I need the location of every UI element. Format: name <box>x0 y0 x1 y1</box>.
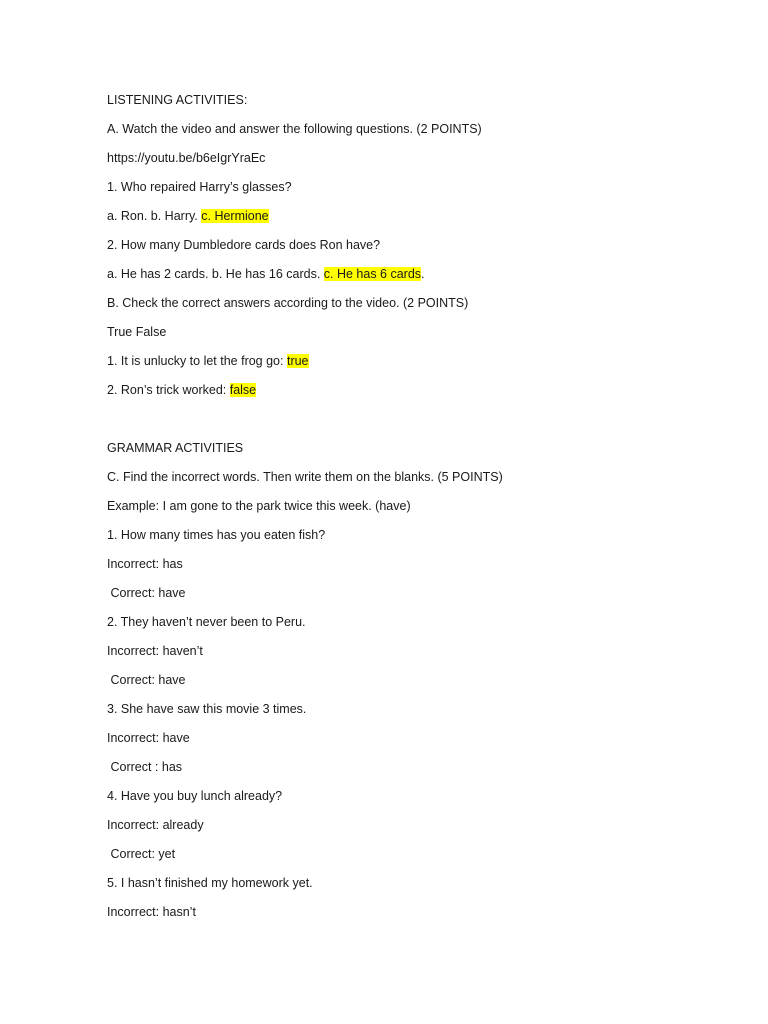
question-2-options <box>107 264 727 293</box>
true-false-header: True False <box>107 325 167 339</box>
grammar-item-3-incorrect: Incorrect: have <box>107 731 190 745</box>
grammar-item-1-incorrect: Incorrect: has <box>107 557 183 571</box>
question-1: 1. Who repaired Harry’s glasses? <box>107 180 292 194</box>
document-body <box>107 90 727 931</box>
true-false-item-1 <box>107 351 727 380</box>
grammar-item-4-incorrect: Incorrect: already <box>107 818 204 832</box>
true-false-item-2-answer: false <box>229 383 257 397</box>
grammar-item-2-correct: Correct: have <box>107 673 186 687</box>
question-1-highlighted-answer: c. Hermione <box>201 209 269 223</box>
listening-heading: LISTENING ACTIVITIES: <box>107 93 248 107</box>
grammar-example: Example: I am gone to the park twice this week. (have) <box>107 499 411 513</box>
grammar-item-3-sentence: 3. She have saw this movie 3 times. <box>107 702 307 716</box>
grammar-item-4-correct: Correct: yet <box>107 847 176 861</box>
true-false-item-1-answer: true <box>286 354 309 368</box>
true-false-item-1-statement: 1. It is unlucky to let the frog go: <box>107 354 287 368</box>
grammar-item-1-correct: Correct: have <box>107 586 186 600</box>
grammar-heading: GRAMMAR ACTIVITIES <box>107 441 244 455</box>
section-b-instruction: B. Check the correct answers according to the video. (2 POINTS) <box>107 296 469 310</box>
grammar-item-5-incorrect: Incorrect: hasn’t <box>107 905 196 919</box>
question-2: 2. How many Dumbledore cards does Ron have? <box>107 238 381 252</box>
grammar-item-4-sentence: 4. Have you buy lunch already? <box>107 789 283 803</box>
section-a-instruction: A. Watch the video and answer the following questions. (2 POINTS) <box>107 122 482 136</box>
true-false-item-2-statement: 2. Ron’s trick worked: <box>107 383 230 397</box>
grammar-item-2-incorrect: Incorrect: haven’t <box>107 644 203 658</box>
question-2-options-text: a. He has 2 cards. b. He has 16 cards. <box>107 267 324 281</box>
video-link[interactable]: https://youtu.be/b6eIgrYraEc <box>107 151 266 165</box>
section-c-instruction: C. Find the incorrect words. Then write them on the blanks. (5 POINTS) <box>107 470 503 484</box>
true-false-item-2 <box>107 380 727 438</box>
grammar-item-2-sentence: 2. They haven’t never been to Peru. <box>107 615 306 629</box>
grammar-item-5-sentence: 5. I hasn’t finished my homework yet. <box>107 876 313 890</box>
question-2-highlighted-answer: c. He has 6 cards <box>323 267 422 281</box>
question-2-tail: . <box>421 267 425 281</box>
grammar-item-3-correct: Correct : has <box>107 760 183 774</box>
question-1-options <box>107 206 727 235</box>
question-1-options-text: a. Ron. b. Harry. <box>107 209 202 223</box>
grammar-item-1-sentence: 1. How many times has you eaten fish? <box>107 528 326 542</box>
